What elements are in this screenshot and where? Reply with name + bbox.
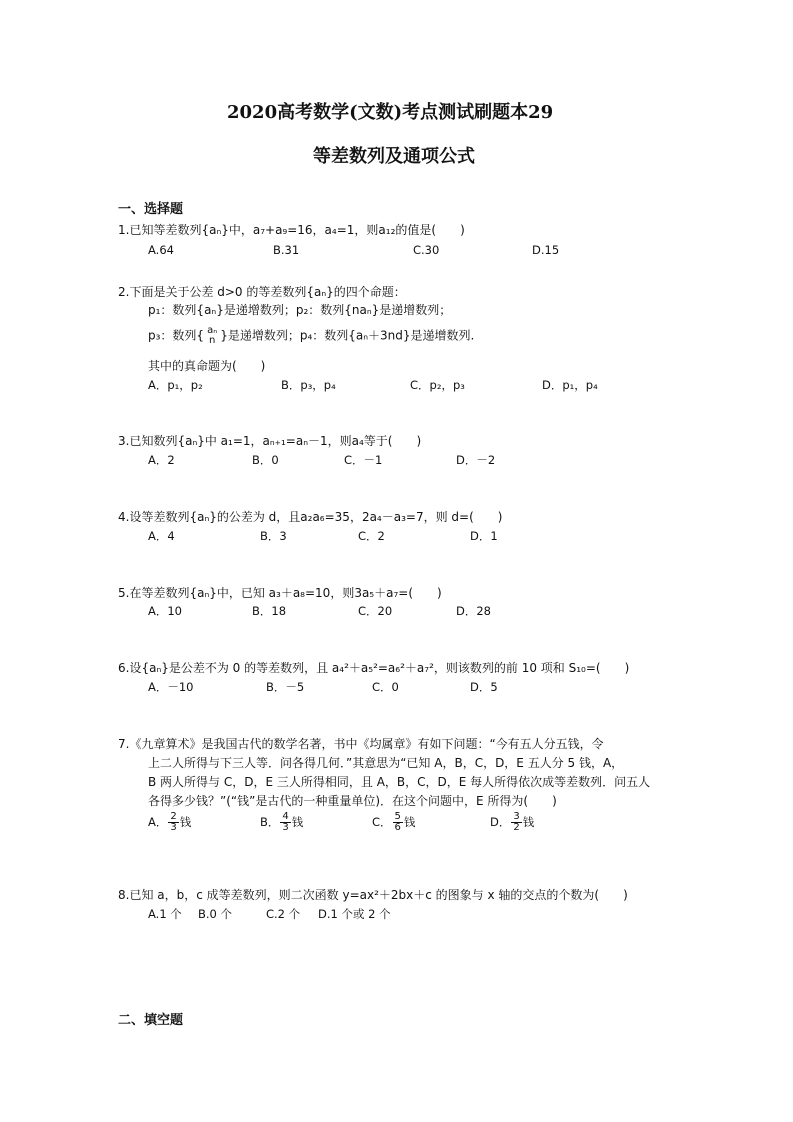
section-heading-choice: 一、选择题 [118,202,184,217]
question-3-option-d: D．－2 [456,453,496,467]
option-label: C． [372,815,392,829]
fraction-denominator: 2 [513,822,520,833]
fraction-numerator: 5 [394,811,401,822]
question-8-option-d: D.1 个或 2 个 [318,907,391,921]
fraction [168,812,178,833]
question-2-option-b: B．p₃，p₄ [281,378,336,392]
page-title: 2020高考数学(文数)考点测试刷题本29 [227,102,554,123]
option-label: D． [490,815,511,829]
question-2-option-c: C．p₂，p₃ [410,378,465,392]
option-unit: 钱 [522,815,535,829]
question-3-option-c: C．－1 [344,453,383,467]
question-3-stem: 3.已知数列{aₙ}中 a₁=1，aₙ₊₁=aₙ－1，则a₄等于( ) [118,434,422,448]
question-6-stem: 6.设{aₙ}是公差不为 0 的等差数列，且 a₄²＋a₅²=a₆²＋a₇²，则该数列的前 10 项和 S₁₀=( ) [118,661,630,675]
fraction-denominator: 6 [394,822,401,833]
question-2-line-2: p₁：数列{aₙ}是递增数列；p₂：数列{naₙ}是递增数列； [148,303,452,317]
question-6-option-c: C．0 [372,680,399,694]
question-6-option-a: A．－10 [148,680,194,694]
option-unit: 钱 [291,815,304,829]
question-4-option-b: B．3 [260,529,287,543]
question-2-stem: 2.下面是关于公差 d>0 的等差数列{aₙ}的四个命题： [118,285,406,299]
fraction-numerator: 2 [170,811,177,822]
question-7-option-b [260,812,303,833]
question-5-option-b: B．18 [252,604,287,618]
question-6-option-b: B．－5 [266,680,305,694]
question-4-stem: 4.设等差数列{aₙ}的公差为 d，且a₂a₆=35，2a₄－a₃=7，则 d=( ) [118,510,503,524]
question-8-option-a: A.1 个 [148,907,182,921]
question-5-option-c: C．20 [358,604,393,618]
question-1-option-a: A.64 [148,243,174,257]
fraction-denominator: n [208,335,216,346]
fraction [393,812,403,833]
question-5-option-d: D．28 [456,604,491,618]
question-2-line-3-pre: p₃：数列{ [148,328,205,343]
question-5-stem: 5.在等差数列{aₙ}中，已知 a₃＋a₈=10，则3a₅＋a₇=( ) [118,586,442,600]
question-7-option-d [490,812,534,833]
question-4-option-c: C．2 [358,529,385,543]
question-1-stem: 1.已知等差数列{aₙ}中，a₇+a₉=16，a₄=1，则a₁₂的值是( ) [118,223,465,237]
question-6-option-d: D．5 [470,680,498,694]
question-1-option-b: B.31 [273,243,300,257]
fraction [511,812,521,833]
question-2-line-3-post: }是递增数列；p₄：数列{aₙ＋3nd}是递增数列. [220,328,475,343]
question-4-option-a: A．4 [148,529,175,543]
question-3-option-b: B．0 [252,453,279,467]
question-8-option-c: C.2 个 [266,907,301,921]
question-1-option-c: C.30 [413,243,440,257]
fraction-numerator: aₙ [207,325,218,336]
question-7-line-4: 各得多少钱？”(“钱”是古代的一种重量单位)．在这个问题中，E 所得为( ) [148,794,557,808]
section-heading-fill-in: 二、填空题 [118,1013,184,1028]
fraction [205,326,219,346]
fraction-denominator: 3 [170,822,177,833]
fraction-numerator: 3 [513,811,520,822]
question-4-option-d: D．1 [470,529,498,543]
question-3-option-a: A．2 [148,453,175,467]
page-subtitle: 等差数列及通项公式 [313,146,475,167]
option-label: A． [148,815,168,829]
option-unit: 钱 [403,815,416,829]
question-7-line-3: B 两人所得与 C，D，E 三人所得相同，且 A，B，C，D，E 每人所得依次成等差数列．问五人 [148,775,651,789]
option-label: B． [260,815,280,829]
question-2-line-4: 其中的真命题为( ) [148,359,266,373]
question-7-option-c [372,812,415,833]
question-5-option-a: A．10 [148,604,183,618]
fraction-denominator: 3 [282,822,289,833]
question-8-option-b: B.0 个 [198,907,233,921]
fraction-numerator: 4 [282,811,289,822]
question-7-option-a [148,812,191,833]
option-unit: 钱 [179,815,192,829]
fraction [280,812,290,833]
question-7-line-2: 上二人所得与下三人等．问各得几何．”其意思为“已知 A，B，C，D，E 五人分 5 钱，A， [148,756,624,770]
question-2-option-d: D．p₁，p₄ [542,378,598,392]
question-8-stem: 8.已知 a，b，c 成等差数列，则二次函数 y=ax²＋2bx＋c 的图象与 x 轴的交点的个数为( ) [118,888,628,902]
question-2-option-a: A．p₁，p₂ [148,378,203,392]
question-1-option-d: D.15 [532,243,560,257]
question-2-line-3 [148,326,474,346]
question-7-line-1: 7.《九章算术》是我国古代的数学名著，书中《均属章》有如下问题：“今有五人分五钱，令 [118,737,604,751]
